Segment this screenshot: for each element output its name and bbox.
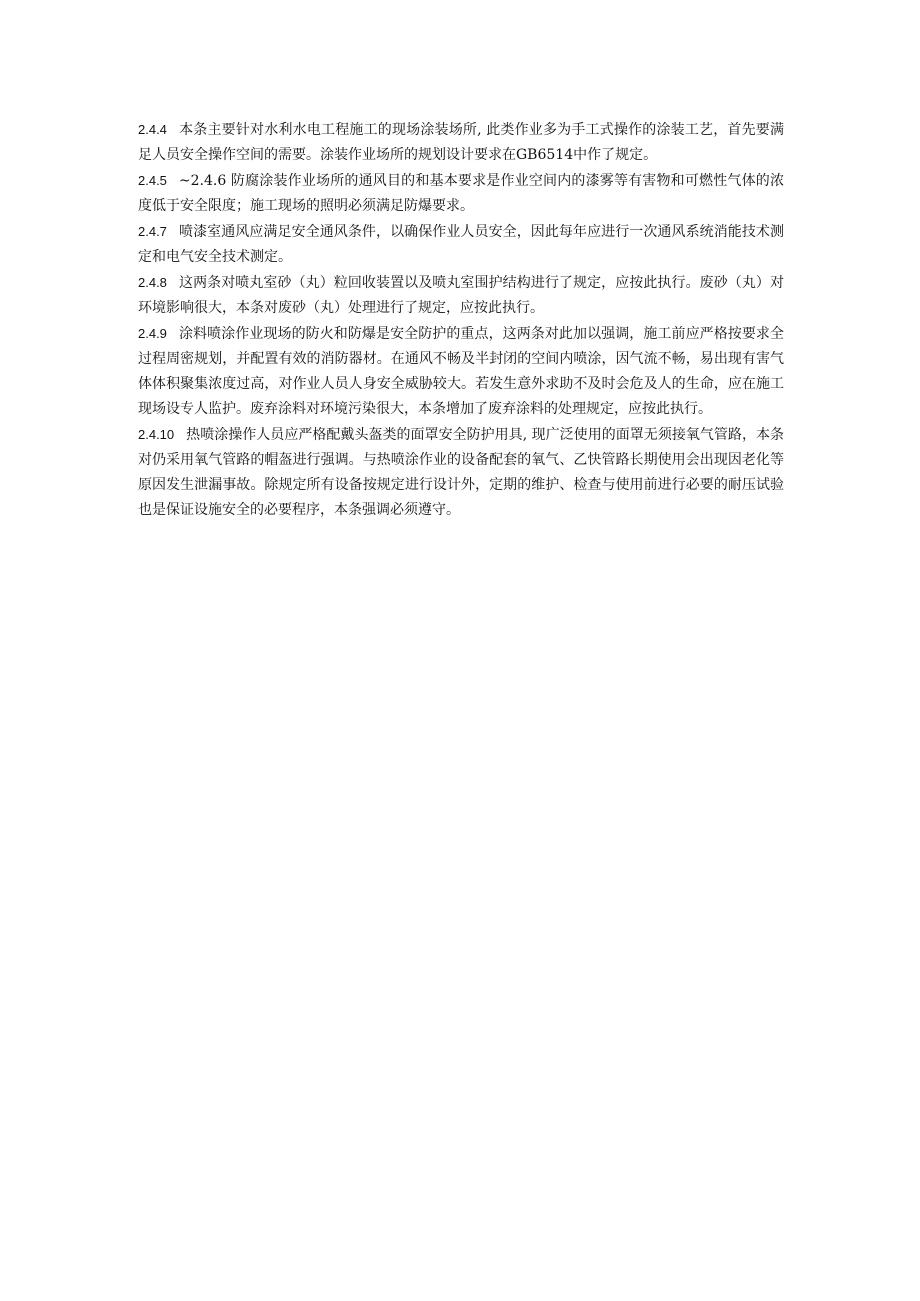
section-number: 2.4.7: [138, 224, 167, 239]
section-number: 2.4.5: [138, 173, 167, 188]
section-number: 2.4.10: [138, 427, 175, 442]
paragraph-text: 热喷涂操作人员应严格配戴头盔类的面罩安全防护用具, 现广泛使用的面罩无须接氧气管路，本条对仍采用氧气管路的帽盔进行强调。与热喷涂作业的设备配套的氧气、乙快管路长期使用会出现因老化等原因发生泄漏事故。除规定所有设备按规定进行设计外，定期的维护、检查与使用前进行必要的耐压试验也是保证设施安全的必要程序，本条强调必须遵守。: [138, 427, 784, 518]
paragraph-2-4-5: [138, 168, 784, 219]
paragraph-text: 涂料喷涂作业现场的防火和防爆是安全防护的重点，这两条对此加以强调，施工前应严格按要求全过程周密规划，并配置有效的消防器材。在通风不畅及半封闭的空间内喷涂，因气流不畅，易出现有害气体体积聚集浓度过高，对作业人员人身安全威胁较大。若发生意外求助不及时会危及人的生命，应在施工现场设专人监护。废弃涂料对环境污染很大，本条增加了废弃涂料的处理规定，应按此执行。: [138, 326, 784, 417]
paragraph-2-4-7: [138, 219, 784, 270]
paragraph-text: 喷漆室通风应满足安全通风条件，以确保作业人员安全，因此每年应进行一次通风系统消能技术测定和电气安全技术测定。: [138, 224, 784, 265]
document-body: [138, 117, 784, 523]
paragraph-text: 本条主要针对水利水电工程施工的现场涂装场所, 此类作业多为手工式操作的涂装工艺，首先要满足人员安全操作空间的需要。涂装作业场所的规划设计要求在GB6514中作了规定。: [138, 122, 784, 163]
paragraph-text: 这两条对喷丸室砂（丸）粒回收装置以及喷丸室围护结构进行了规定，应按此执行。废砂（丸）对环境影响很大，本条对废砂（丸）处理进行了规定，应按此执行。: [138, 275, 784, 316]
paragraph-2-4-4: [138, 117, 784, 168]
section-number: 2.4.9: [138, 326, 167, 341]
paragraph-2-4-8: [138, 270, 784, 321]
section-number: 2.4.8: [138, 275, 167, 290]
paragraph-2-4-9: [138, 321, 784, 422]
paragraph-text: ~2.4.6 防腐涂装作业场所的通风目的和基本要求是作业空间内的漆雾等有害物和可燃性气体的浓度低于安全限度；施工现场的照明必须满足防爆要求。: [138, 173, 784, 214]
paragraph-2-4-10: [138, 422, 784, 523]
section-number: 2.4.4: [138, 122, 167, 137]
